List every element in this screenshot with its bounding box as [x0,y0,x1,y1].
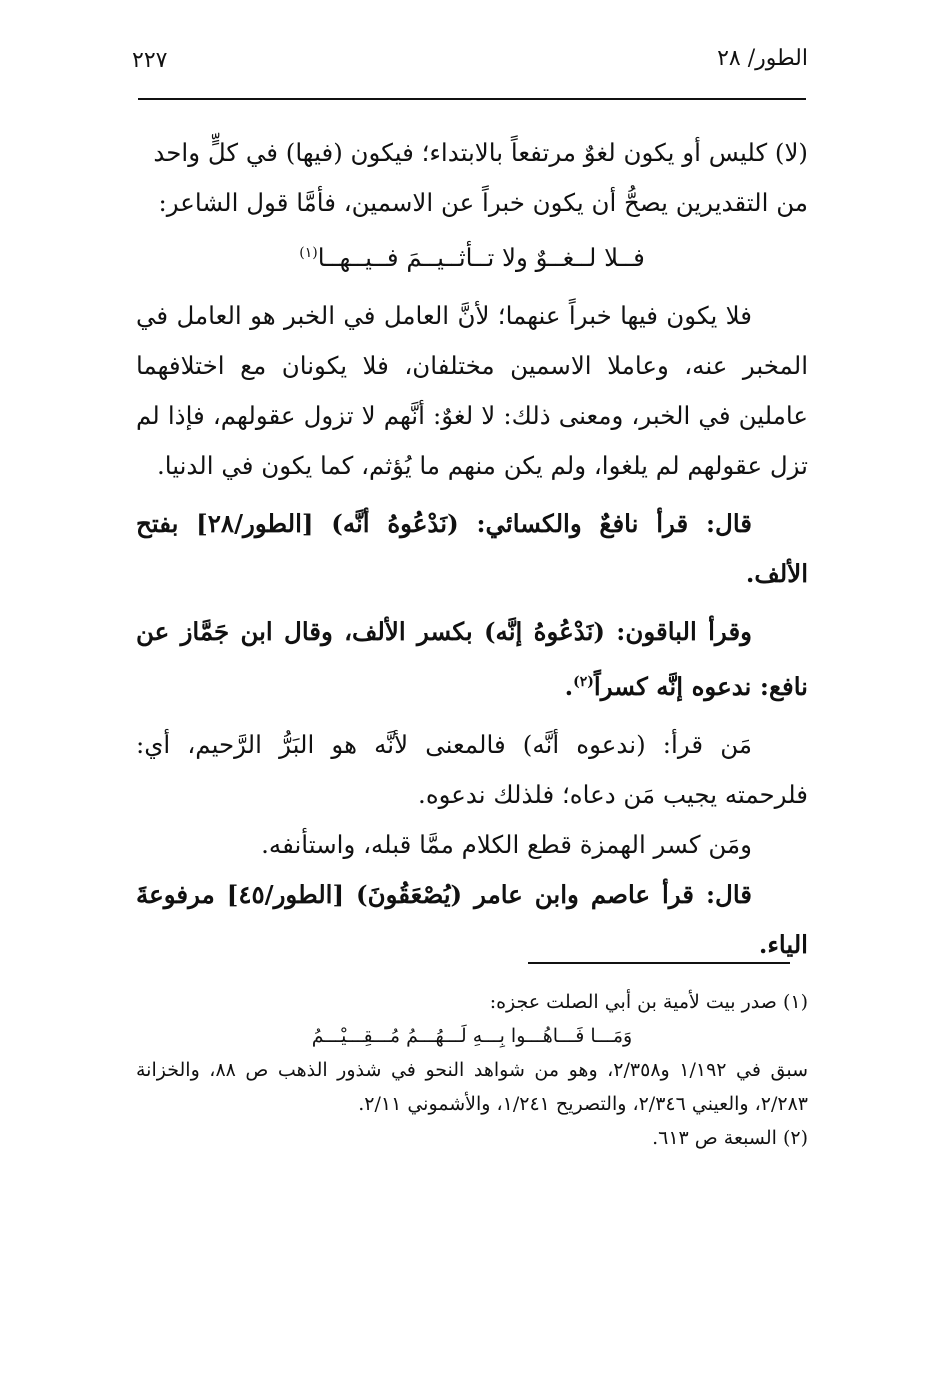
paragraph-5: مَن قرأ: (ندعوه أنَّه) فالمعنى لأنَّه هو البَرُّ الرَّحيم، أي: فلرحمته يجيب مَن دعاه؛ فلذلك ندعوه. [136,730,808,810]
footnote-2: (٢) السبعة ص ٦١٣. [652,1127,808,1149]
footnote-rule [528,962,790,964]
body-text [136,128,808,970]
footnote-ref-2: (٢) [573,674,594,691]
verse-line [136,228,808,283]
paragraph-3: قال: قرأ نافعٌ والكسائي: (نَدْعُوهُ أنَّه) [الطور/٢٨] بفتح الألف. [136,509,808,589]
paragraph-4 [136,607,808,712]
paragraph-2: فلا يكون فيها خبراً عنهما؛ لأنَّ العامل في الخبر هو العامل في المخبر عنه، وعاملا الاسمين مختلفان، فلا يكونان مع اختلافهما عاملين في الخبر، ومعنى ذلك: لا لغوٌ: أنَّهم لا تزول عقولهم، فإذا لم تزل عقولهم لم يلغوا، ولم يكن منهم ما يُؤثم، كما يكون في الدنيا. [136,301,808,481]
paragraph-1-line-1: (لا) كليس أو يكون لغوٌ مرتفعاً بالابتداء؛ فيكون (فيها) في كلٍّ واحد [153,138,808,167]
paragraph-6: ومَن كسر الهمزة قطع الكلام ممَّا قبله، واستأنفه. [261,830,752,860]
footnote-1-verse: وَمَـــا فَـــاهُـــوا بِـــهِ لَـــهُـــمُ مُـــقِـــيْـــمُ [311,1025,633,1047]
verse-text: فــلا لــغــوٌ ولا تــأثــيــمَ فــيــهــا [317,243,645,273]
running-title: الطور/ ٢٨ [717,46,808,71]
paragraph-1-line-2: من التقديرين يصحُّ أن يكون خبراً عن الاسمين، فأمَّا قول الشاعر: [158,188,808,217]
paragraph-7: قال: قرأ عاصم وابن عامر (يُصْعَقُونَ) [الطور/٤٥] مرفوعةَ الياء. [136,880,808,960]
paragraph-4-text: وقرأ الباقون: (نَدْعُوهُ إنَّه) بكسر الألف، وقال ابن جَمَّاز عن نافع: ندعوه إنَّه كسراً [136,617,808,702]
header-rule [138,98,806,100]
footnotes [136,985,808,1155]
footnote-1-references: سبق في ١/١٩٢ و٢/٣٥٨، وهو من شواهد النحو في شذور الذهب ص ٨٨، والخزانة ٢/٢٨٣، والعيني ٢/٣٤٦، والتصريح ١/٢٤١، والأشموني ٢/١١. [136,1059,809,1115]
footnote-1-intro: (١) صدر بيت لأمية بن أبي الصلت عجزه: [489,991,808,1013]
footnote-ref-1: (١) [299,245,318,261]
paragraph-4-end: . [564,672,574,702]
page-number: ٢٢٧ [132,48,168,73]
